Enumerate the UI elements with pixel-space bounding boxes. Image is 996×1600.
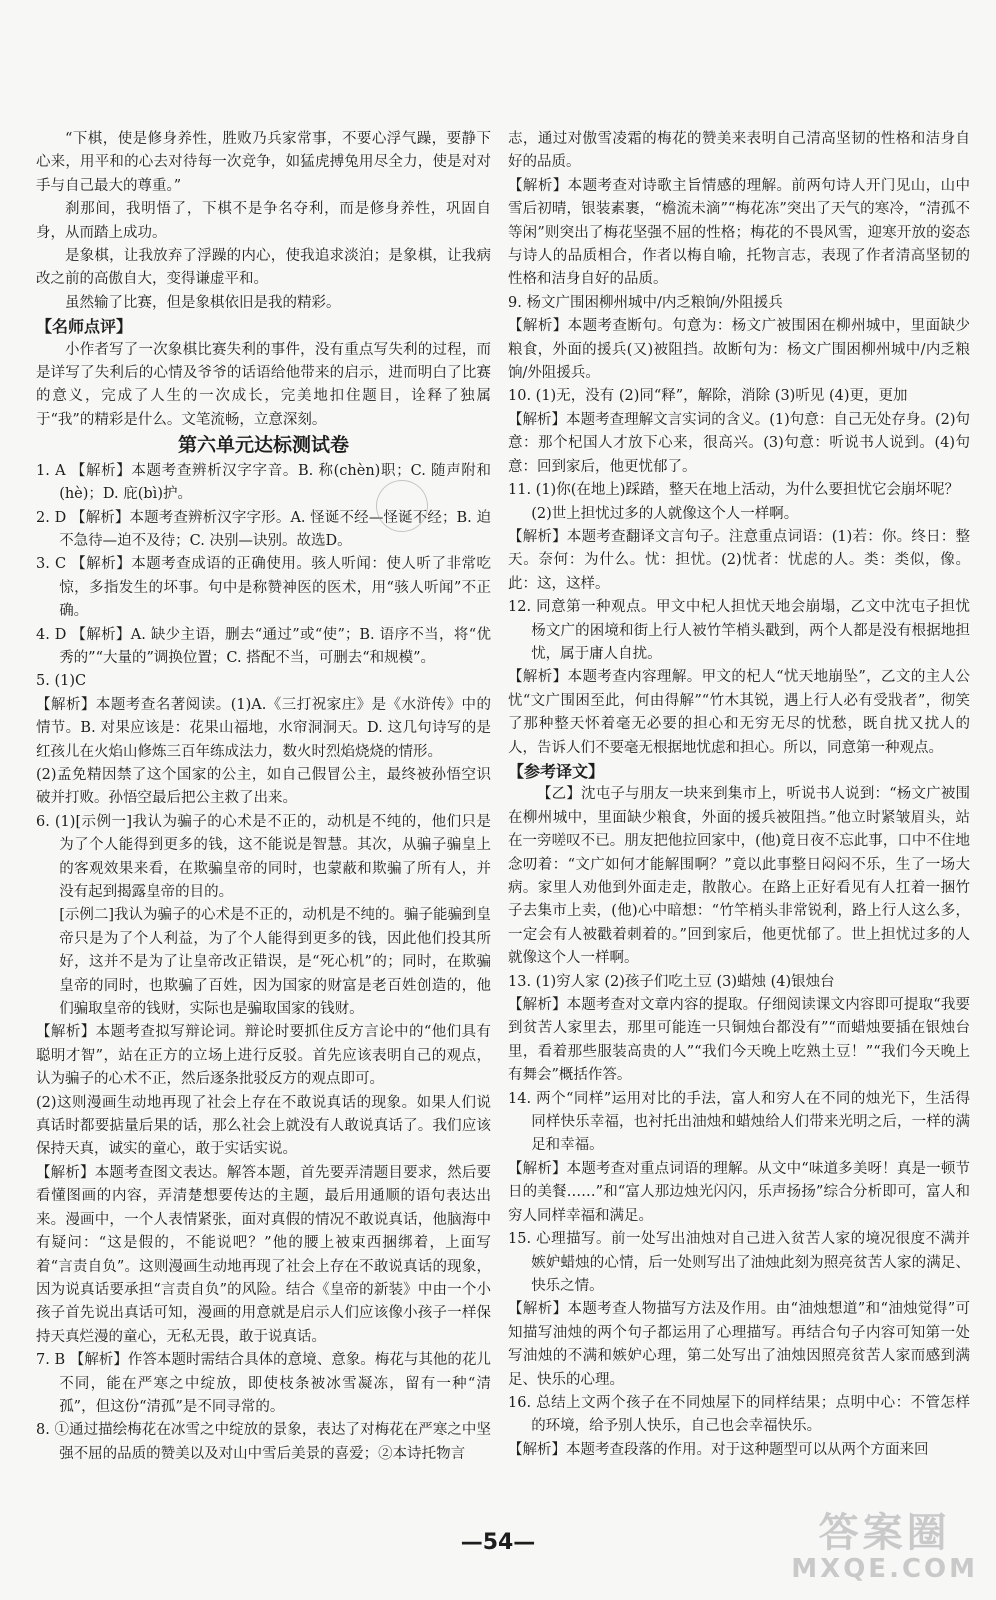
section-heading: 第六单元达标测试卷: [177, 434, 349, 457]
site-watermark: [791, 1512, 978, 1584]
answer-paragraph: 【解析】本题考查段落的作用。对于这种题型可以从两个方面来回: [508, 1441, 929, 1458]
left-column: [36, 128, 491, 1466]
answer-paragraph: 【解析】本题考查人物描写方法及作用。由“油烛想道”和“油烛觉得”可知描写油烛的两个句子都运用了心理描写。再结合句子内容可知第一处写油烛的不满和嫉妒心理，第二处写出了油烛因照亮贫苦人家而感到满足、快乐的心理。: [508, 1301, 970, 1388]
answer-paragraph: (2)世上担忧过多的人就像这个人一样啊。: [531, 505, 799, 522]
answer-paragraph: (2)这则漫画生动地再现了社会上存在不敢说真话的现象。如果人们说真话时都要掂量后果的话，那么社会上就没有人敢说真话了。我们应该保持天真，诚实的童心，敢于实话实说。: [36, 1094, 491, 1158]
answer-paragraph: 2. D 【解析】本题考查辨析汉字字形。A. 怪诞不经—怪诞不经；B. 迫不急待—迫不及待；C. 决别—诀别。故选D。: [36, 509, 491, 549]
answer-paragraph: 【乙】沈屯子与朋友一块来到集市上，听说书人说到：“杨文广被围在柳州城中，里面缺少粮食，外面的援兵被阻挡。”他立时紧皱眉头，站在一旁嗟叹不已。朋友把他拉回家中，(他)竟日夜不忘此事，口中不住地念叨着：“文广如何才能解围啊？”竟以此事整日闷闷不乐，生了一场大病。家里人劝他到外面走走，散散心。在路上正好看见有人扛着一捆竹子去集市上卖，(他)心中暗想：“竹竿梢头非常锐利，路上行人这么多，一定会有人被戳着刺着的。”回到家后，他更忧郁了。世上担忧过多的人就像这个人一样啊。: [508, 786, 970, 967]
answer-paragraph: 刹那间，我明悟了，下棋不是争名夺利，而是修身养性，巩固自身，从而踏上成功。: [36, 201, 491, 241]
answer-paragraph: 虽然输了比赛，但是象棋依旧是我的精彩。: [65, 294, 341, 311]
answer-paragraph: 4. D 【解析】A. 缺少主语，删去“通过”或“使”；B. 语序不当，将“优秀的”“大量的”调换位置；C. 搭配不当，可删去“和规模”。: [36, 626, 491, 666]
answer-paragraph: 【解析】本题考查拟写辩论词。辩论时要抓住反方言论中的“他们具有聪明才智”，站在正方的立场上进行反驳。首先应该表明自己的观点，认为骗子的心术不正，然后逐条批驳反方的观点即可。: [36, 1024, 491, 1088]
answer-paragraph: 【参考译文】: [508, 761, 605, 781]
answer-paragraph: [示例二]我认为骗子的心术是不正的，动机是不纯的。骗子能骗到皇帝只是为了个人利益，为了个人能得到更多的钱，因此他们投其所好，这并不是为了让皇帝改正错误，是“死心机”的；同时，在欺骗皇帝的同时，也欺骗了百姓，因为国家的财富是老百姓创造的，他们骗取皇帝的钱财，实际也是骗取国家的钱财。: [59, 907, 491, 1018]
answer-paragraph: “下棋，使是修身养性，胜败乃兵家常事，不要心浮气躁，要静下心来，用平和的心去对待每一次竞争，如猛虎搏兔用尽全力，使是对对手与自己最大的尊重。”: [36, 131, 491, 194]
answer-paragraph: 14. 两个“同样”运用对比的手法，富人和穷人在不同的烛光下，生活得同样快乐幸福，也衬托出油烛和蜡烛给人们带来光明之后，一样的满足和幸福。: [508, 1090, 970, 1154]
answer-paragraph: 志，通过对傲雪凌霜的梅花的赞美来表明自己清高坚韧的性格和洁身自好的品质。: [508, 131, 970, 171]
answer-paragraph: 11. (1)你(在地上)踩踏，整天在地上活动，为什么要担忧它会崩坏呢？: [508, 482, 960, 499]
page-number: —54—: [460, 1530, 536, 1555]
watermark-logo-text: 答案圈: [818, 1510, 951, 1556]
answer-paragraph: 【解析】本题考查断句。句意为：杨文广被围困在柳州城中，里面缺少粮食，外面的援兵(又)被阻挡。故断句为：杨文广围困柳州城中/内乏粮饷/外阻援兵。: [508, 318, 970, 382]
answer-paragraph: 【解析】本题考查内容理解。甲文的杞人“忧天地崩坠”，乙文的主人公忧“文广围困至此，何由得解”“竹木其锐，遇上行人必有受戕者”，彻笑了那种整天怀着毫无必要的担心和无穷无尽的忧愁，既自扰又扰人的人，告诉人们不要毫无根据地忧虑和担心。所以，同意第一种观点。: [508, 669, 970, 756]
answer-paragraph: 6. (1)[示例一]我认为骗子的心术是不正的，动机是不纯的，他们只是为了个人能得到更多的钱，这不能说是智慧。其次，从骗子骗皇上的客观效果来看，在欺骗皇帝的同时，也蒙蔽和欺骗了所有人，并没有起到揭露皇帝的目的。: [36, 813, 491, 900]
answer-paragraph: 3. C 【解析】本题考查成语的正确使用。骇人听闻：使人听了非常吃惊，多指发生的坏事。句中是称赞神医的医术，用“骇人听闻”不正确。: [36, 556, 491, 620]
answer-paragraph: 10. (1)无，没有 (2)同“释”，解除，消除 (3)听见 (4)更，更加: [508, 388, 908, 405]
watermark-url: MXQE.COM: [791, 1554, 978, 1584]
answer-paragraph: 【解析】本题考查名著阅读。(1)A.《三打祝家庄》是《水浒传》中的情节。B. 对果应该是：花果山福地，水帘洞洞天。D. 这几句诗写的是红孩儿在火焰山修炼三百年练成法力，数火时烈焰烧烧的情形。: [36, 696, 491, 760]
answer-paragraph: 【解析】本题考查对重点词语的理解。从文中“味道多美呀！真是一顿节日的美餐……”和“富人那边烛光闪闪，乐声扬扬”综合分析即可，富人和穷人同样幸福和满足。: [508, 1160, 970, 1224]
answer-paragraph: 【解析】本题考查图文表达。解答本题，首先要弄清题目要求，然后要看懂图画的内容，弄清楚想要传达的主题，最后用通顺的语句表达出来。漫画中，一个人表情紧张，面对真假的情况不敢说真话，他脑海中有疑问：“这是假的，不能说吧？”他的腰上被束西捆绑着，上面写着“言责自负”。这则漫画生动地再现了社会上存在不敢说真话的现象，因为说真话要承担“言责自负”的风险。结合《皇帝的新装》中由一个小孩子首先说出真话可知，漫画的用意就是启示人们应该像小孩子一样保持天真烂漫的童心，无私无畏，敢于说真话。: [36, 1164, 491, 1345]
answer-paragraph: 【解析】本题考查对文章内容的提取。仔细阅读课文内容即可提取“我要到贫苦人家里去，那里可能连一只铜烛台都没有”“而蜡烛要插在银烛台里，看着那些服装高贵的人”“我们今天晚上吃熟土豆！”“我们今天晚上有舞会”概括作答。: [508, 997, 970, 1084]
answer-paragraph: 【解析】本题考查对诗歌主旨情感的理解。前两句诗人开门见山，山中雪后初晴，银装素裹，“檐流未滴”“梅花冻”突出了天气的寒冷，“清孤不等闲”则突出了梅花坚强不屈的性格；梅花的不畏风雪，迎寒开放的姿态与诗人的品质相合，作者以梅自喻，托物言志，表现了作者清高坚韧的性格和洁身自好的品质。: [508, 177, 970, 288]
answer-paragraph: (2)孟免精因禁了这个国家的公主，如自己假冒公主，最终被孙悟空识破并打败。孙悟空最后把公主救了出来。: [36, 766, 491, 807]
answer-paragraph: 【解析】本题考查翻译文言句子。注意重点词语：(1)若：你。终日：整天。奈何：为什么。忧：担忧。(2)忧者：忧虑的人。类：类似，像。此：这，这样。: [508, 528, 970, 592]
answer-paragraph: 7. B 【解析】作答本题时需结合具体的意境、意象。梅花与其他的花儿不同，能在严寒之中绽放，即使枝条被冰雪凝冻，留有一种“清孤”，但这份“清孤”是不同寻常的。: [36, 1352, 491, 1415]
answer-paragraph: 9. 杨文广围困柳州城中/内乏粮饷/外阻援兵: [508, 294, 783, 311]
answer-paragraph: 12. 同意第一种观点。甲文中杞人担忧天地会崩塌，乙文中沈屯子担忧杨文广的困境和街上行人被竹竿梢头戳到，两个人都是没有根据地担忧，属于庸人自扰。: [508, 599, 970, 662]
answer-paragraph: 5. (1)C: [36, 673, 87, 690]
answer-paragraph: 小作者写了一次象棋比赛失利的事件，没有重点写失利的过程，而是详写了失利后的心情及爷爷的话语给他带来的启示，进而明白了比赛的意义，完成了人生的一次成长，完美地扣住题目，诠释了独属于“我”的精彩是什么。文笔流畅，立意深刻。: [36, 341, 491, 428]
answer-paragraph: 【名师点评】: [36, 317, 133, 337]
answer-paragraph: 16. 总结上文两个孩子在不同烛屋下的同样结果；点明中心：不管怎样的环境，给予别人快乐，自己也会幸福快乐。: [508, 1394, 970, 1435]
answer-paragraph: 8. ①通过描绘梅花在冰雪之中绽放的景象，表达了对梅花在严寒之中坚强不屈的品质的赞美以及对山中雪后美景的喜爱；②本诗托物言: [36, 1422, 491, 1462]
answer-paragraph: 15. 心理描写。前一处写出油烛对自己进入贫苦人家的境况很度不满并嫉妒蜡烛的心情，后一处则写出了油烛此刻为照亮贫苦人家的满足、快乐之情。: [508, 1231, 970, 1294]
answer-paragraph: 13. (1)穷人家 (2)孩子们吃土豆 (3)蜡烛 (4)银烛台: [508, 973, 835, 990]
answer-paragraph: 是象棋，让我放弃了浮躁的内心，使我追求淡泊；是象棋，让我病改之前的高傲自大，变得谦虚平和。: [36, 248, 491, 288]
answer-paragraph: 【解析】本题考查理解文言实词的含义。(1)句意：自己无处存身。(2)句意：那个杞国人才放下心来，很高兴。(3)句意：听说书人说到。(4)句意：回到家后，他更忧郁了。: [508, 411, 970, 475]
right-column: [508, 128, 970, 1462]
answer-paragraph: 1. A 【解析】本题考查辨析汉字字音。B. 称(chèn)职；C. 随声附和(hè)；D. 庇(bì)护。: [36, 462, 491, 503]
